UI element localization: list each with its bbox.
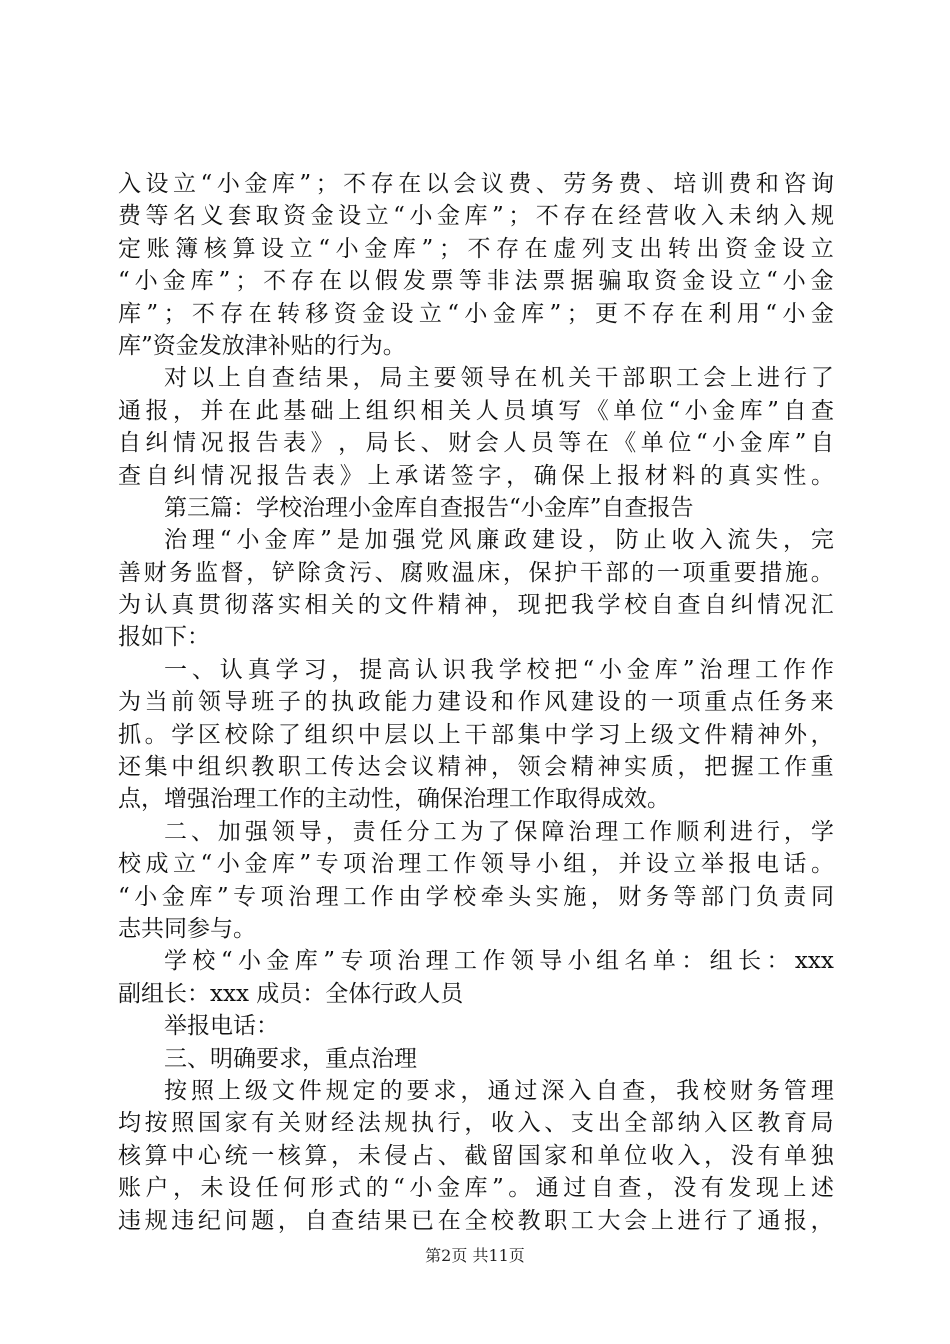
text-line: 二 、 加 强 领 导 ， 责 任 分 工 为 了 保 障 治 理 工 作 顺 利 进 行 ， 学: [164, 818, 834, 845]
text-line: 点，增强治理工作的主动性，确保治理工作取得成效。: [118, 786, 670, 813]
text-line: 副组长：xxx 成员：全体行政人员: [118, 980, 464, 1007]
text-line: 违 规 违 纪 问 题 ， 自 查 结 果 已 在 全 校 教 职 工 大 会 上 进 行 了 通 报 ，: [118, 1207, 834, 1234]
page-footer: 第2页 共11页: [425, 1246, 525, 1265]
text-line: 定 账 簿 核 算 设 立 “ 小 金 库 ” ； 不 存 在 虚 列 支 出 转 出 资 金 设 立: [118, 235, 834, 262]
text-line: 费 等 名 义 套 取 资 金 设 立 “ 小 金 库 ” ； 不 存 在 经 营 收 入 未 纳 入 规: [118, 203, 834, 230]
text-line: 第三篇：学校治理小金库自查报告“小金库”自查报告: [164, 494, 694, 521]
text-line: 还 集 中 组 织 教 职 工 传 达 会 议 精 神 ， 领 会 精 神 实 质 ， 把 握 工 作 重: [118, 754, 834, 781]
text-line: 库 ” ； 不 存 在 转 移 资 金 设 立 “ 小 金 库 ” ； 更 不 存 在 利 用 “ 小 金: [118, 300, 834, 327]
text-line: 举报电话：: [164, 1013, 279, 1040]
document-body: [118, 168, 834, 1237]
text-line: 均 按 照 国 家 有 关 财 经 法 规 执 行 ， 收 入 、 支 出 全 部 纳 入 区 教 育 局: [118, 1110, 834, 1137]
text-line: 为 认 真 贯 彻 落 实 相 关 的 文 件 精 神 ， 现 把 我 学 校 自 查 自 纠 情 况 汇: [118, 592, 834, 619]
text-line: 查 自 纠 情 况 报 告 表 》 上 承 诺 签 字 ， 确 保 上 报 材 料 的 真 实 性 。: [118, 462, 834, 489]
text-line: 三、明确要求，重点治理: [164, 1045, 417, 1072]
text-line: “ 小 金 库 ” 专 项 治 理 工 作 由 学 校 牵 头 实 施 ， 财 务 等 部 门 负 责 同: [118, 883, 834, 910]
text-line: 学 校 “ 小 金 库 ” 专 项 治 理 工 作 领 导 小 组 名 单 ： 组 长 ： xxx: [164, 948, 834, 975]
text-line: 善 财 务 监 督 ， 铲 除 贪 污 、 腐 败 温 床 ， 保 护 干 部 的 一 项 重 要 措 施 。: [118, 559, 834, 586]
text-line: 治 理 “ 小 金 库 ” 是 加 强 党 风 廉 政 建 设 ， 防 止 收 入 流 失 ， 完: [164, 527, 834, 554]
text-line: 核 算 中 心 统 一 核 算 ， 未 侵 占 、 截 留 国 家 和 单 位 收 入 ， 没 有 单 独: [118, 1142, 834, 1169]
text-line: 抓 。 学 区 校 除 了 组 织 中 层 以 上 干 部 集 中 学 习 上 级 文 件 精 神 外 ，: [118, 721, 834, 748]
text-line: 通 报 ， 并 在 此 基 础 上 组 织 相 关 人 员 填 写 《 单 位 “ 小 金 库 ” 自 查: [118, 397, 834, 424]
text-line: 为 当 前 领 导 班 子 的 执 政 能 力 建 设 和 作 风 建 设 的 一 项 重 点 任 务 来: [118, 689, 834, 716]
text-line: 库”资金发放津补贴的行为。: [118, 332, 406, 359]
text-line: 报如下：: [118, 624, 210, 651]
text-line: 校 成 立 “ 小 金 库 ” 专 项 治 理 工 作 领 导 小 组 ， 并 设 立 举 报 电 话 。: [118, 851, 834, 878]
text-line: 一 、 认 真 学 习 ， 提 高 认 识 我 学 校 把 “ 小 金 库 ” 治 理 工 作 作: [164, 656, 834, 683]
text-line: 按 照 上 级 文 件 规 定 的 要 求 ， 通 过 深 入 自 查 ， 我 校 财 务 管 理: [164, 1077, 834, 1104]
text-line: 志共同参与。: [118, 915, 256, 942]
text-line: 自 纠 情 况 报 告 表 》 ， 局 长 、 财 会 人 员 等 在 《 单 位 “ 小 金 库 ” 自: [118, 430, 834, 457]
text-line: 对 以 上 自 查 结 果 ， 局 主 要 领 导 在 机 关 干 部 职 工 会 上 进 行 了: [164, 365, 834, 392]
text-line: 入 设 立 “ 小 金 库 ” ； 不 存 在 以 会 议 费 、 劳 务 费 、 培 训 费 和 咨 询: [118, 171, 834, 197]
text-line: “ 小 金 库 ” ； 不 存 在 以 假 发 票 等 非 法 票 据 骗 取 资 金 设 立 “ 小 金: [118, 268, 834, 295]
text-line: 账 户 ， 未 设 任 何 形 式 的 “ 小 金 库 ” 。 通 过 自 查 ， 没 有 发 现 上 述: [118, 1175, 834, 1202]
